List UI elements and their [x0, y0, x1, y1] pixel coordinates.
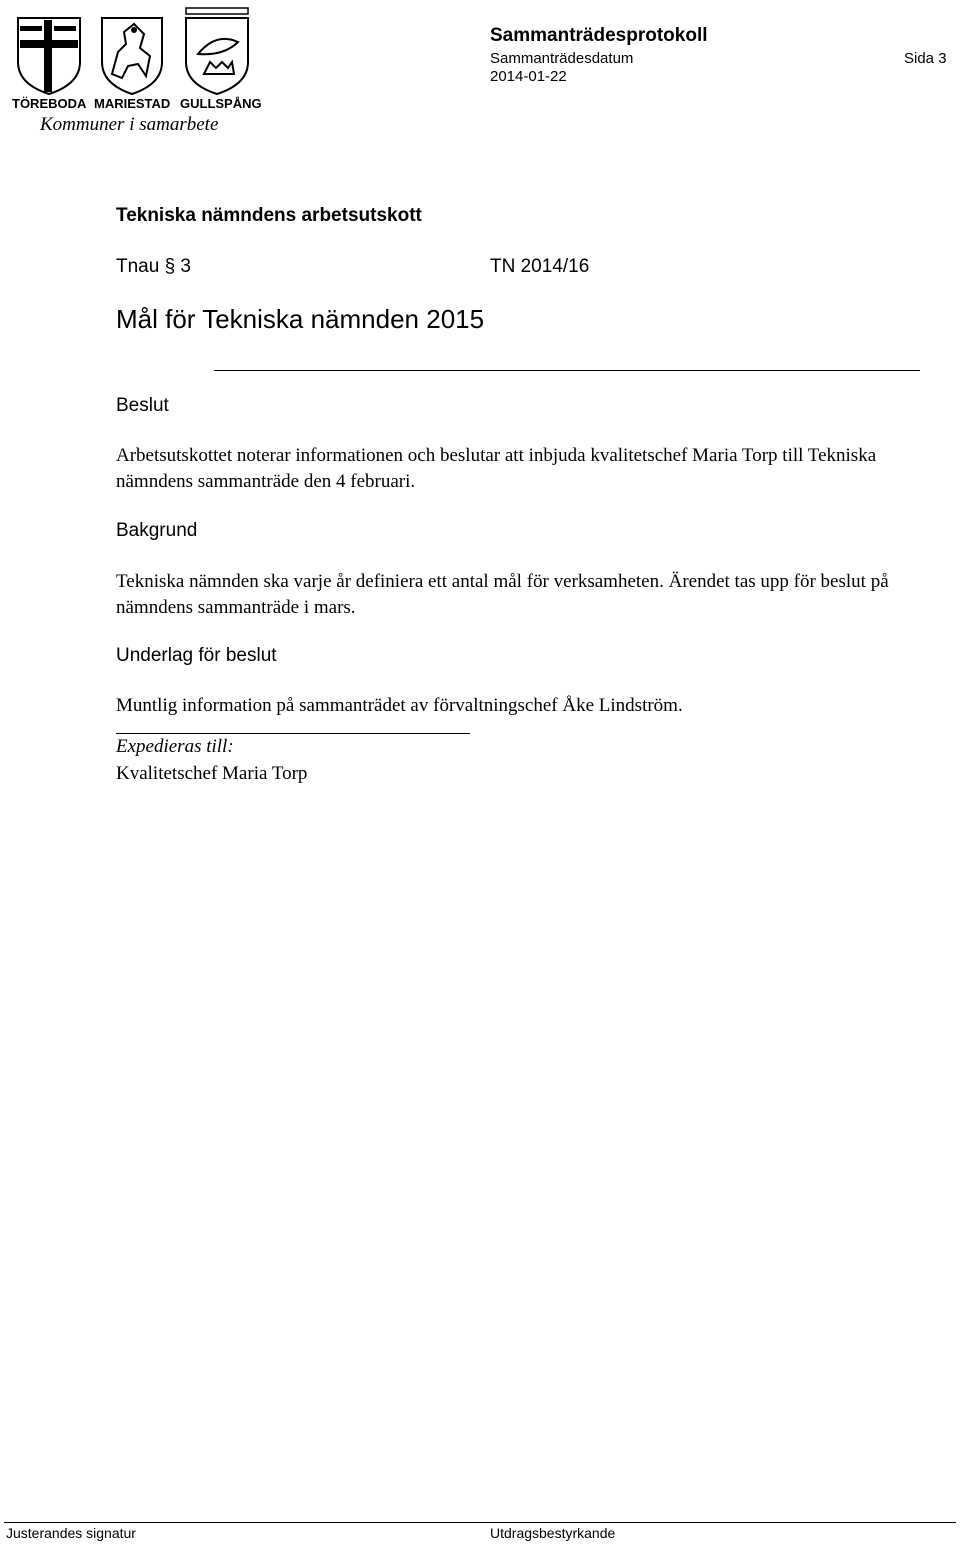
- mariestad-coat-of-arms-icon: [102, 18, 162, 94]
- gullspang-coat-of-arms-icon: [186, 8, 248, 94]
- mariestad-name: MARIESTAD: [94, 96, 171, 111]
- item-title: Mål för Tekniska nämnden 2015: [116, 304, 485, 334]
- distribution-recipient: Kvalitetschef Maria Torp: [116, 763, 308, 784]
- basis-heading: Underlag för beslut: [116, 645, 277, 666]
- distribution-divider: [116, 733, 470, 734]
- logo-tagline: Kommuner i samarbete: [40, 114, 219, 134]
- toreboda-name: TÖREBODA: [12, 96, 87, 111]
- background-heading: Bakgrund: [116, 520, 198, 541]
- footer-divider: [4, 1522, 956, 1523]
- background-text: Tekniska nämnden ska varje år definiera ett antal mål för verksamheten. Ärendet tas upp för beslut på nämndens sammanträde i mars.: [116, 571, 889, 618]
- municipal-logos: [10, 4, 262, 134]
- meeting-date: 2014-01-22: [490, 68, 567, 85]
- gullspang-name: GULLSPÅNG: [180, 96, 262, 111]
- title-divider: [214, 370, 920, 371]
- meeting-date-label: Sammanträdesdatum: [490, 50, 634, 67]
- decision-text: Arbetsutskottet noterar informationen och beslutar att inbjuda kvalitetschef Maria Torp till Tekniska nämndens sammanträde den 4 februari.: [116, 445, 877, 492]
- basis-text: Muntlig information på sammanträdet av förvaltningschef Åke Lindström.: [116, 695, 683, 716]
- toreboda-coat-of-arms-icon: [18, 18, 80, 94]
- signature-field-label: Justerandes signatur: [6, 1525, 136, 1541]
- item-number: Tnau § 3: [116, 256, 191, 277]
- distribution-label: Expedieras till:: [116, 736, 234, 757]
- decision-heading: Beslut: [116, 395, 169, 416]
- committee-name: Tekniska nämndens arbetsutskott: [116, 205, 422, 226]
- certification-field-label: Utdragsbestyrkande: [490, 1525, 616, 1541]
- page-number: Sida 3: [904, 50, 947, 67]
- case-number: TN 2014/16: [490, 256, 590, 277]
- document-type: Sammanträdesprotokoll: [490, 25, 708, 46]
